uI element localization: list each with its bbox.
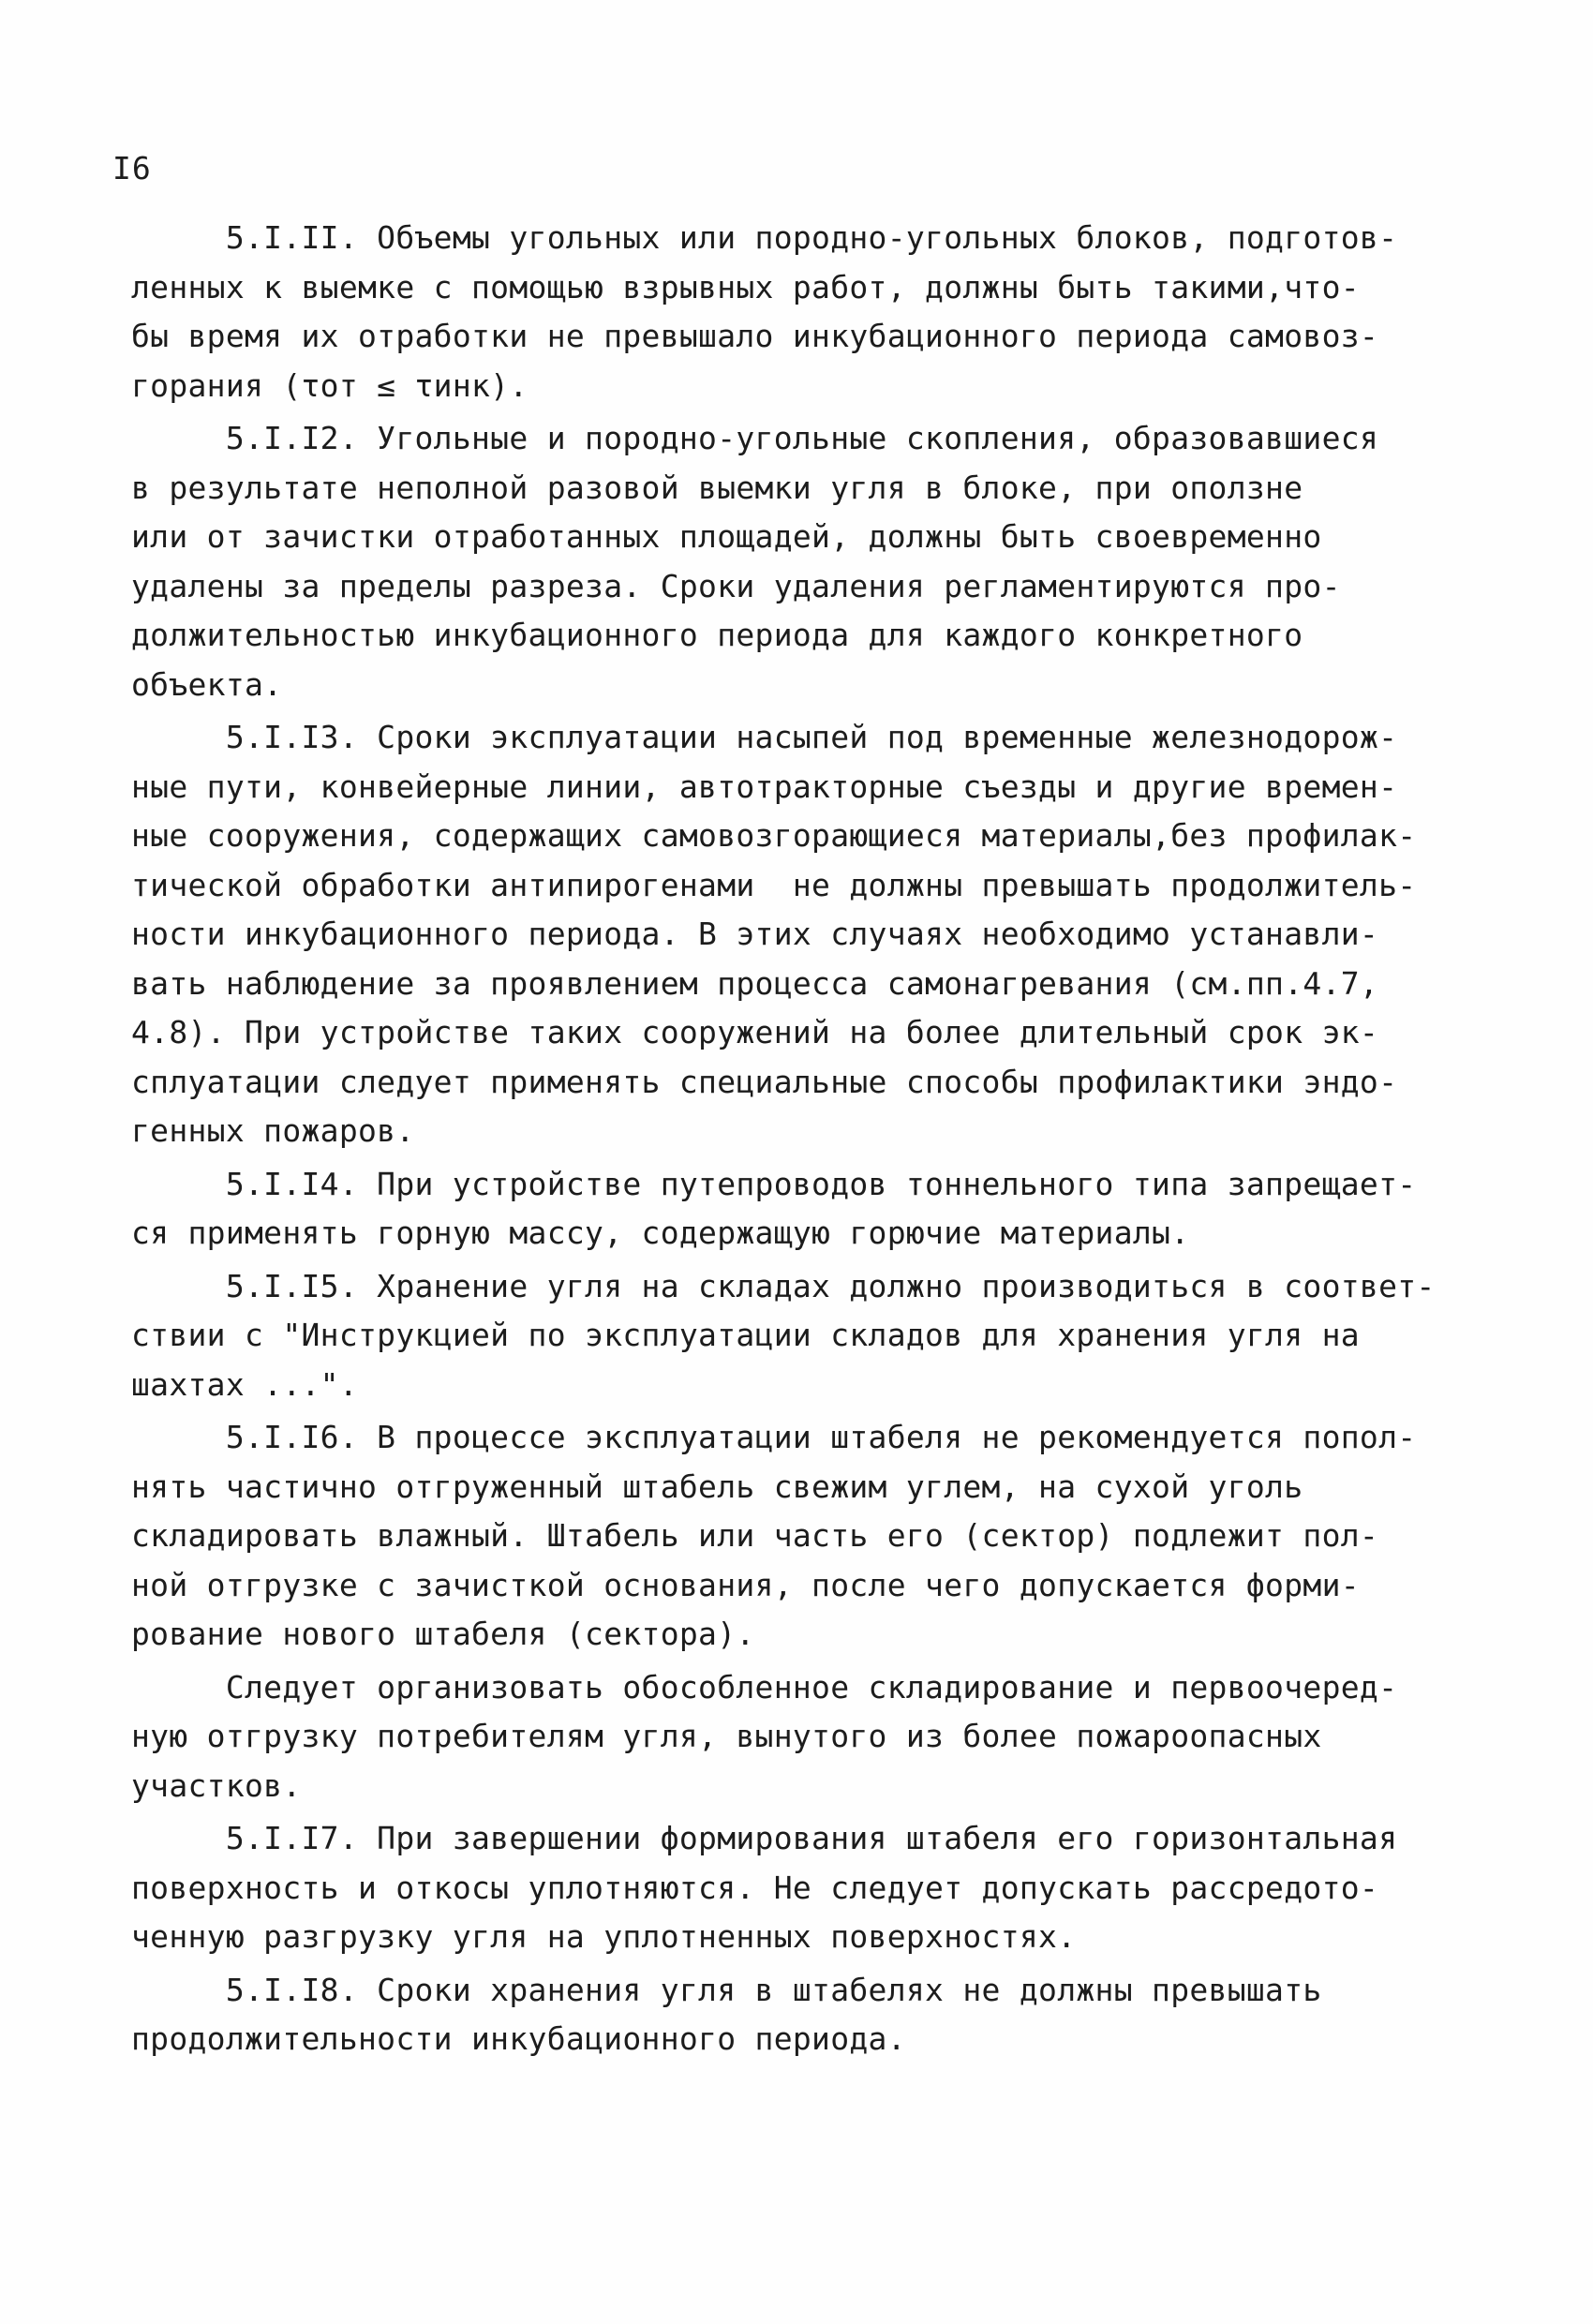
text-line: 5.I.I8. Сроки хранения угля в штабелях не должны превышать [131, 1971, 1322, 2008]
text-line: 5.I.I3. Сроки эксплуатации насыпей под временные железнодорож- [131, 719, 1398, 755]
paragraph-5-1-17 [131, 1814, 1490, 1962]
text-line: горания (τот ≤ τинк). [131, 366, 529, 404]
text-line: 5.I.I5. Хранение угля на складах должно производиться в соответ- [131, 1267, 1436, 1304]
text-line: 5.I.II. Объемы угольных или породно-угольных блоков, подготов- [131, 219, 1398, 256]
paragraph-5-1-16-cont [131, 1663, 1490, 1811]
text-line: 4.8). При устройстве таких сооружений на более длительный срок эк- [131, 1014, 1379, 1050]
text-line: поверхность и откосы уплотняются. Не следует допускать рассредото- [131, 1869, 1379, 1906]
paragraph-gap [131, 2064, 1490, 2068]
text-line: нять частично отгруженный штабель свежим углем, на сухой уголь [131, 1467, 1303, 1505]
paragraph-5-1-12 [131, 414, 1490, 709]
text-line: продолжительности инкубационного периода. [131, 2020, 906, 2057]
text-line: ся применять горную массу, содержащую горючие материалы. [131, 1214, 1190, 1251]
text-line: ленных к выемке с помощью взрывных работ, должны быть такими,что- [131, 268, 1360, 305]
text-line: ные пути, конвейерные линии, автотракторные съезды и другие времен- [131, 767, 1398, 805]
text-line: Следует организовать обособленное складирование и первоочеред- [131, 1668, 1398, 1706]
paragraph-5-1-15 [131, 1262, 1490, 1410]
text-line: ствии с "Инструкцией по эксплуатации складов для хранения угля на [131, 1317, 1360, 1353]
text-line: 5.I.I7. При завершении формирования штабеля его горизонтальная [131, 1820, 1398, 1856]
paragraph-5-1-14 [131, 1160, 1490, 1259]
text-line: сплуатации следует применять специальные способы профилактики эндо- [131, 1063, 1398, 1100]
paragraph-5-1-16 [131, 1413, 1490, 1660]
text-line: должительностью инкубационного периода для каждого конкретного [131, 617, 1303, 653]
text-line: генных пожаров. [131, 1112, 415, 1149]
text-line: вать наблюдение за проявлением процесса самонагревания (см.пп.4.7, [131, 964, 1379, 1002]
text-line: тической обработки антипирогенами не должны превышать продолжитель- [131, 866, 1417, 903]
text-line: ной отгрузке с зачисткой основания, после чего допускается форми- [131, 1566, 1360, 1603]
text-line: бы время их отработки не превышало инкубационного периода самовоз- [131, 318, 1379, 354]
paragraph-5-1-11 [131, 214, 1490, 410]
paragraph-5-1-18 [131, 1966, 1490, 2064]
text-line: ную отгрузку потребителям угля, вынутого из более пожароопасных [131, 1718, 1322, 1754]
text-line: в результате неполной разовой выемки угля в блоке, при оползне [131, 469, 1303, 506]
text-line: рование нового штабеля (сектора). [131, 1616, 755, 1652]
text-line: объекта. [131, 665, 283, 703]
text-line: 5.I.I6. В процессе эксплуатации штабеля не рекомендуется попол- [131, 1419, 1417, 1455]
paragraph-5-1-13 [131, 713, 1490, 1156]
page-number: I6 [112, 150, 152, 186]
text-line: или от зачистки отработанных площадей, должны быть своевременно [131, 518, 1322, 555]
text-line: ченную разгрузку угля на уплотненных поверхностях. [131, 1918, 1077, 1955]
body-text [131, 214, 1490, 2068]
text-line: 5.I.I4. При устройстве путепроводов тоннельного типа запрещает- [131, 1165, 1417, 1202]
text-line: ные сооружения, содержащих самовозгорающиеся материалы,без профилак- [131, 817, 1417, 854]
text-line: участков. [131, 1766, 302, 1804]
text-line: шахтах ...". [131, 1365, 359, 1403]
text-line: ности инкубационного периода. В этих случаях необходимо устанавли- [131, 916, 1379, 952]
text-line: удалены за пределы разреза. Сроки удаления регламентируются про- [131, 567, 1341, 604]
text-line: 5.I.I2. Угольные и породно-угольные скопления, образовавшиеся [131, 420, 1379, 456]
text-line: складировать влажный. Штабель или часть его (сектор) подлежит пол- [131, 1517, 1379, 1554]
